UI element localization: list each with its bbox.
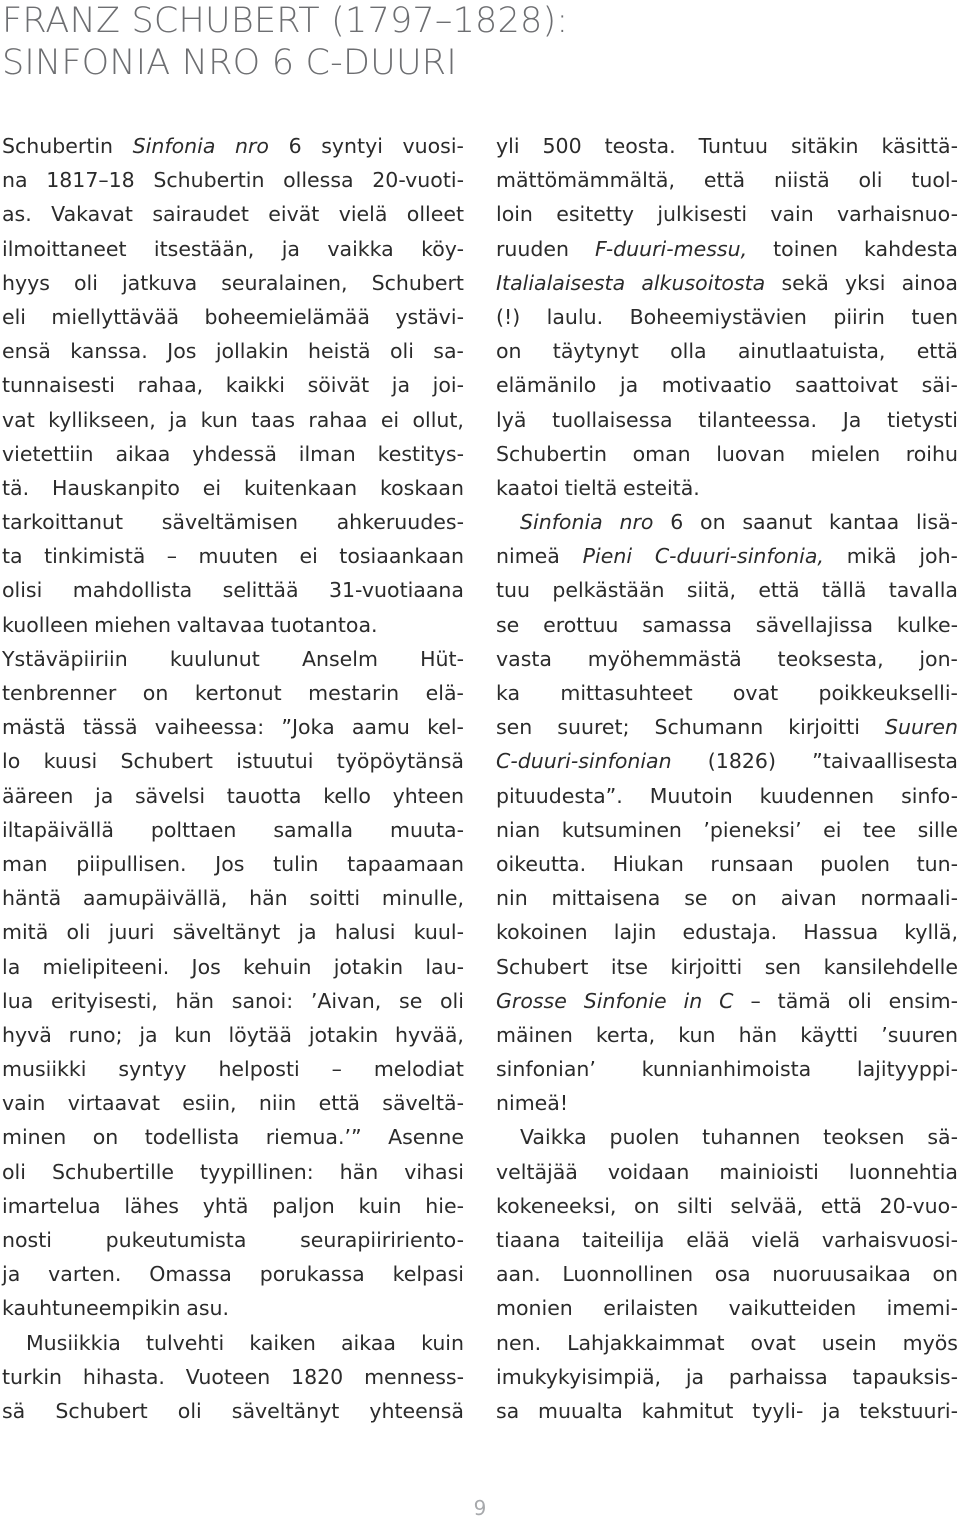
text-line: veltäjää voidaan mainioisti luonnehtia [496,1159,958,1184]
text-line: lua erityisesti, hän sanoi: ’Aivan, se oli [2,988,464,1013]
text-line: se erottuu samassa sävellajissa kulke- [496,612,958,637]
page-number: 9 [473,1496,487,1520]
text-line: nimeä! [496,1091,569,1116]
text-line: tarkoittanut säveltämisen ahkeruudes- [2,510,464,535]
article-title [2,0,942,84]
text-line: kauhtuneempikin asu. [2,1296,230,1321]
text-line: nimeä Pieni C-duuri-sinfonia, mikä joh- [496,544,958,569]
text-line: Vaikka puolen tuhannen teoksen sä- [520,1125,958,1150]
text-line: tunnaisesti rahaa, kaikki söivät ja joi- [2,373,464,398]
text-line: kaatoi tieltä esteitä. [496,475,700,500]
text-line: ilmoittaneet itsestään, ja vaikka köy- [2,236,464,261]
text-line: Sinfonia nro 6 on saanut kantaa lisä- [520,510,958,535]
text-line: ensä kanssa. Jos jollakin heistä oli sa- [2,339,464,364]
text-line: mäinen kerta, kun hän käytti ’suuren [496,1022,958,1047]
text-line: mitä oli juuri säveltänyt ja halusi kuul- [2,920,464,945]
text-line: kokeneeksi, on silti selvää, että 20-vuo- [496,1193,958,1218]
text-line: Grosse Sinfonie in C – tämä oli ensim- [496,988,958,1013]
text-line: tenbrenner on kertonut mestarin elä- [2,681,464,705]
text-line: yli 500 teosta. Tuntuu sitäkin käsittä- [496,134,958,158]
text-line: pituudesta”. Muutoin kuudennen sinfo- [496,783,958,808]
text-line: Schubert itse kirjoitti sen kansilehdelle [496,954,958,979]
text-line: on täytynyt olla ainutlaatuista, että [496,339,958,364]
text-line: minen on todellista riemua.’” Asenne [2,1125,464,1150]
text-line: loin esitetty julkisesti vain varhaisnuo- [496,202,958,227]
text-line: na 1817–18 Schubertin ollessa 20-vuoti- [2,168,464,193]
text-line: aan. Luonnollinen osa nuoruusaikaa on [496,1262,958,1287]
text-line: Schubertin Sinfonia nro 6 syntyi vuosi- [2,134,464,158]
text-line: tuu pelkästään siitä, että tällä tavalla [496,578,958,603]
text-line: iltapäivällä polttaen samalla muuta- [2,817,464,842]
text-line: mästä tässä vaiheessa: ”Joka aamu kel- [2,715,464,740]
text-line: vain virtaavat esiin, niin että säveltä- [2,1091,464,1116]
text-line: nin mittaisena se on aivan normaali- [496,886,958,911]
text-line: monien erilaisten vaikutteiden imemi- [496,1296,958,1321]
text-line: Musiikkia tulvehti kaiken aikaa kuin [26,1330,464,1355]
text-line: (!) laulu. Boheemiystävien piirin tuen [496,304,958,329]
text-line: nosti pukeutumista seurapiiririento- [2,1228,464,1252]
text-line: kuolleen miehen valtavaa tuotantoa. [2,612,378,637]
text-line: Ystäväpiiriin kuulunut Anselm Hüt- [2,646,464,671]
right-text-column [496,129,958,1428]
text-line: turkin hihasta. Vuoteen 1820 menness- [2,1364,464,1389]
text-line: tä. Hauskanpito ei kuitenkaan koskaan [2,475,464,500]
text-line: ruuden F-duuri-messu, toinen kahdesta [496,236,958,261]
text-line: tiaana taiteilija elää vielä varhaisvuosi- [496,1228,958,1252]
text-line: vietettiin aikaa yhdessä ilman kestitys- [2,441,464,466]
text-line: lo kuusi Schubert istuutui työpöytänsä [2,749,464,774]
text-line: hyys oli jatkuva seuralainen, Schubert [2,270,464,295]
text-line: eli miellyttävää boheemielämää ystävi- [2,304,464,329]
text-line: vat kyllikseen, ja kun taas rahaa ei ollut, [2,407,464,432]
text-line: hyvä runo; ja kun löytää jotakin hyvää, [2,1022,464,1047]
text-line: lyä tuollaisessa tilanteessa. Ja tietysti [496,407,958,432]
text-line: imukykyisimpiä, ja parhaissa tapauksis- [496,1364,958,1389]
text-line: sa muualta kahmitut tyyli- ja tekstuuri- [496,1398,958,1423]
text-line: Schubertin oman luovan mielen roihu [496,441,958,466]
text-line: nian kutsuminen ’pieneksi’ ei tee sille [496,817,958,842]
left-text-column [2,129,464,1428]
text-line: oli Schubertille tyypillinen: hän vihasi [2,1159,464,1184]
text-line: musiikki syntyy helposti – melodiat [2,1057,464,1082]
text-line: Italialaisesta alkusoitosta sekä yksi ainoa [496,270,958,295]
text-line: nen. Lahjakkaimmat ovat usein myös [496,1330,958,1355]
title-line-2: SINFONIA NRO 6 C-DUURI [2,43,457,83]
text-line: oikeutta. Hiukan runsaan puolen tun- [496,851,958,876]
text-line: häntä aamupäivällä, hän soitti minulle, [2,886,464,911]
text-line: ja varten. Omassa porukassa kelpasi [2,1262,464,1287]
text-line: as. Vakavat sairaudet eivät vielä olleet [2,202,464,227]
text-line: sä Schubert oli säveltänyt yhteensä [2,1398,464,1423]
text-line: kokoinen lajin edustaja. Hassua kyllä, [496,920,958,945]
text-line: la mielipiteeni. Jos kehuin jotakin lau- [2,954,464,979]
text-line: man piipullisen. Jos tulin tapaamaan [2,851,464,876]
text-line: ta tinkimistä – muuten ei tosiaankaan [2,544,464,569]
text-line: sen suuret; Schumann kirjoitti Suuren [496,715,958,740]
text-line: imartelua lähes yhtä paljon kuin hie- [2,1193,464,1218]
text-line: elämänilo ja motivaatio saattoivat säi- [496,373,958,398]
text-line: olisi mahdollista selittää 31-vuotiaana [2,578,464,603]
text-line: C-duuri-sinfonian (1826) ”taivaallisesta [496,749,958,774]
text-line: mättömämmältä, että niistä oli tuol- [496,168,958,193]
title-line-1: FRANZ SCHUBERT (1797–1828): [2,1,569,41]
text-line: ka mittasuhteet ovat poikkeukselli- [496,681,958,705]
text-line: vasta myöhemmästä teoksesta, jon- [496,646,958,671]
text-line: ääreen ja sävelsi tauotta kello yhteen [2,783,464,808]
text-line: sinfonian’ kunnianhimoista lajityyppi- [496,1057,958,1082]
